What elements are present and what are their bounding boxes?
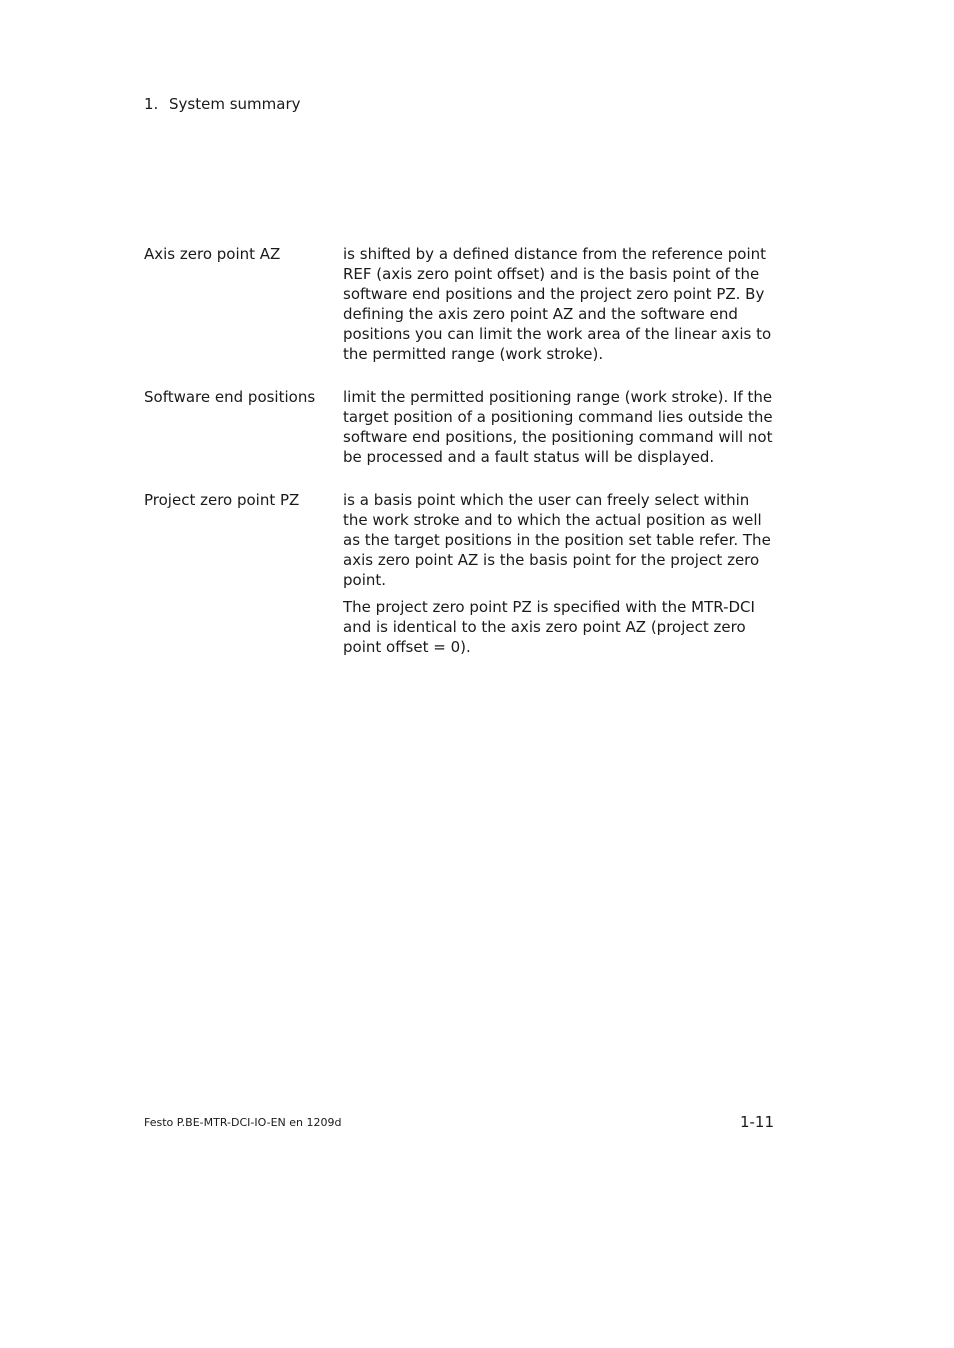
- footer-page-number: 1-11: [739, 1113, 774, 1131]
- definition-paragraph: The project zero point PZ is specified with the MTR-DCI and is identical to the axis zero point AZ (project zero point offset = 0).: [343, 598, 755, 656]
- definition-paragraph: limit the permitted positioning range (work stroke). If the target position of a positioning command lies outside the software end positions, the positioning command will not be processed and a fault status will be displayed.: [343, 388, 773, 466]
- footer-document-id: Festo P.BE-MTR-DCI-IO-EN en 1209d: [144, 1116, 342, 1129]
- term-definition: [343, 244, 784, 371]
- definition-paragraph: is shifted by a defined distance from the reference point REF (axis zero point offset) and is the basis point of the software end positions and the project zero point PZ. By defining the axis zero point AZ and the software end positions you can limit the work area of the linear axis to the permitted range (work stroke).: [343, 245, 772, 363]
- term-label: Software end positions: [144, 388, 316, 406]
- chapter-number: 1.: [144, 95, 159, 113]
- definition-entry-software-end-positions: [144, 387, 784, 474]
- term-definition: [343, 387, 784, 474]
- term-label: Project zero point PZ: [144, 491, 300, 509]
- chapter-title: System summary: [169, 95, 301, 113]
- definition-entry-axis-zero-point: [144, 244, 784, 371]
- definition-entry-project-zero-point: [144, 490, 784, 664]
- term-definition: [343, 490, 784, 664]
- definition-paragraph: is a basis point which the user can freely select within the work stroke and to which the actual position as well as the target positions in the position set table refer. The axis zero point AZ is the basis point for the project zero point.: [343, 491, 771, 589]
- running-header: [144, 94, 300, 114]
- term-label: Axis zero point AZ: [144, 245, 281, 263]
- definition-list: [144, 244, 784, 680]
